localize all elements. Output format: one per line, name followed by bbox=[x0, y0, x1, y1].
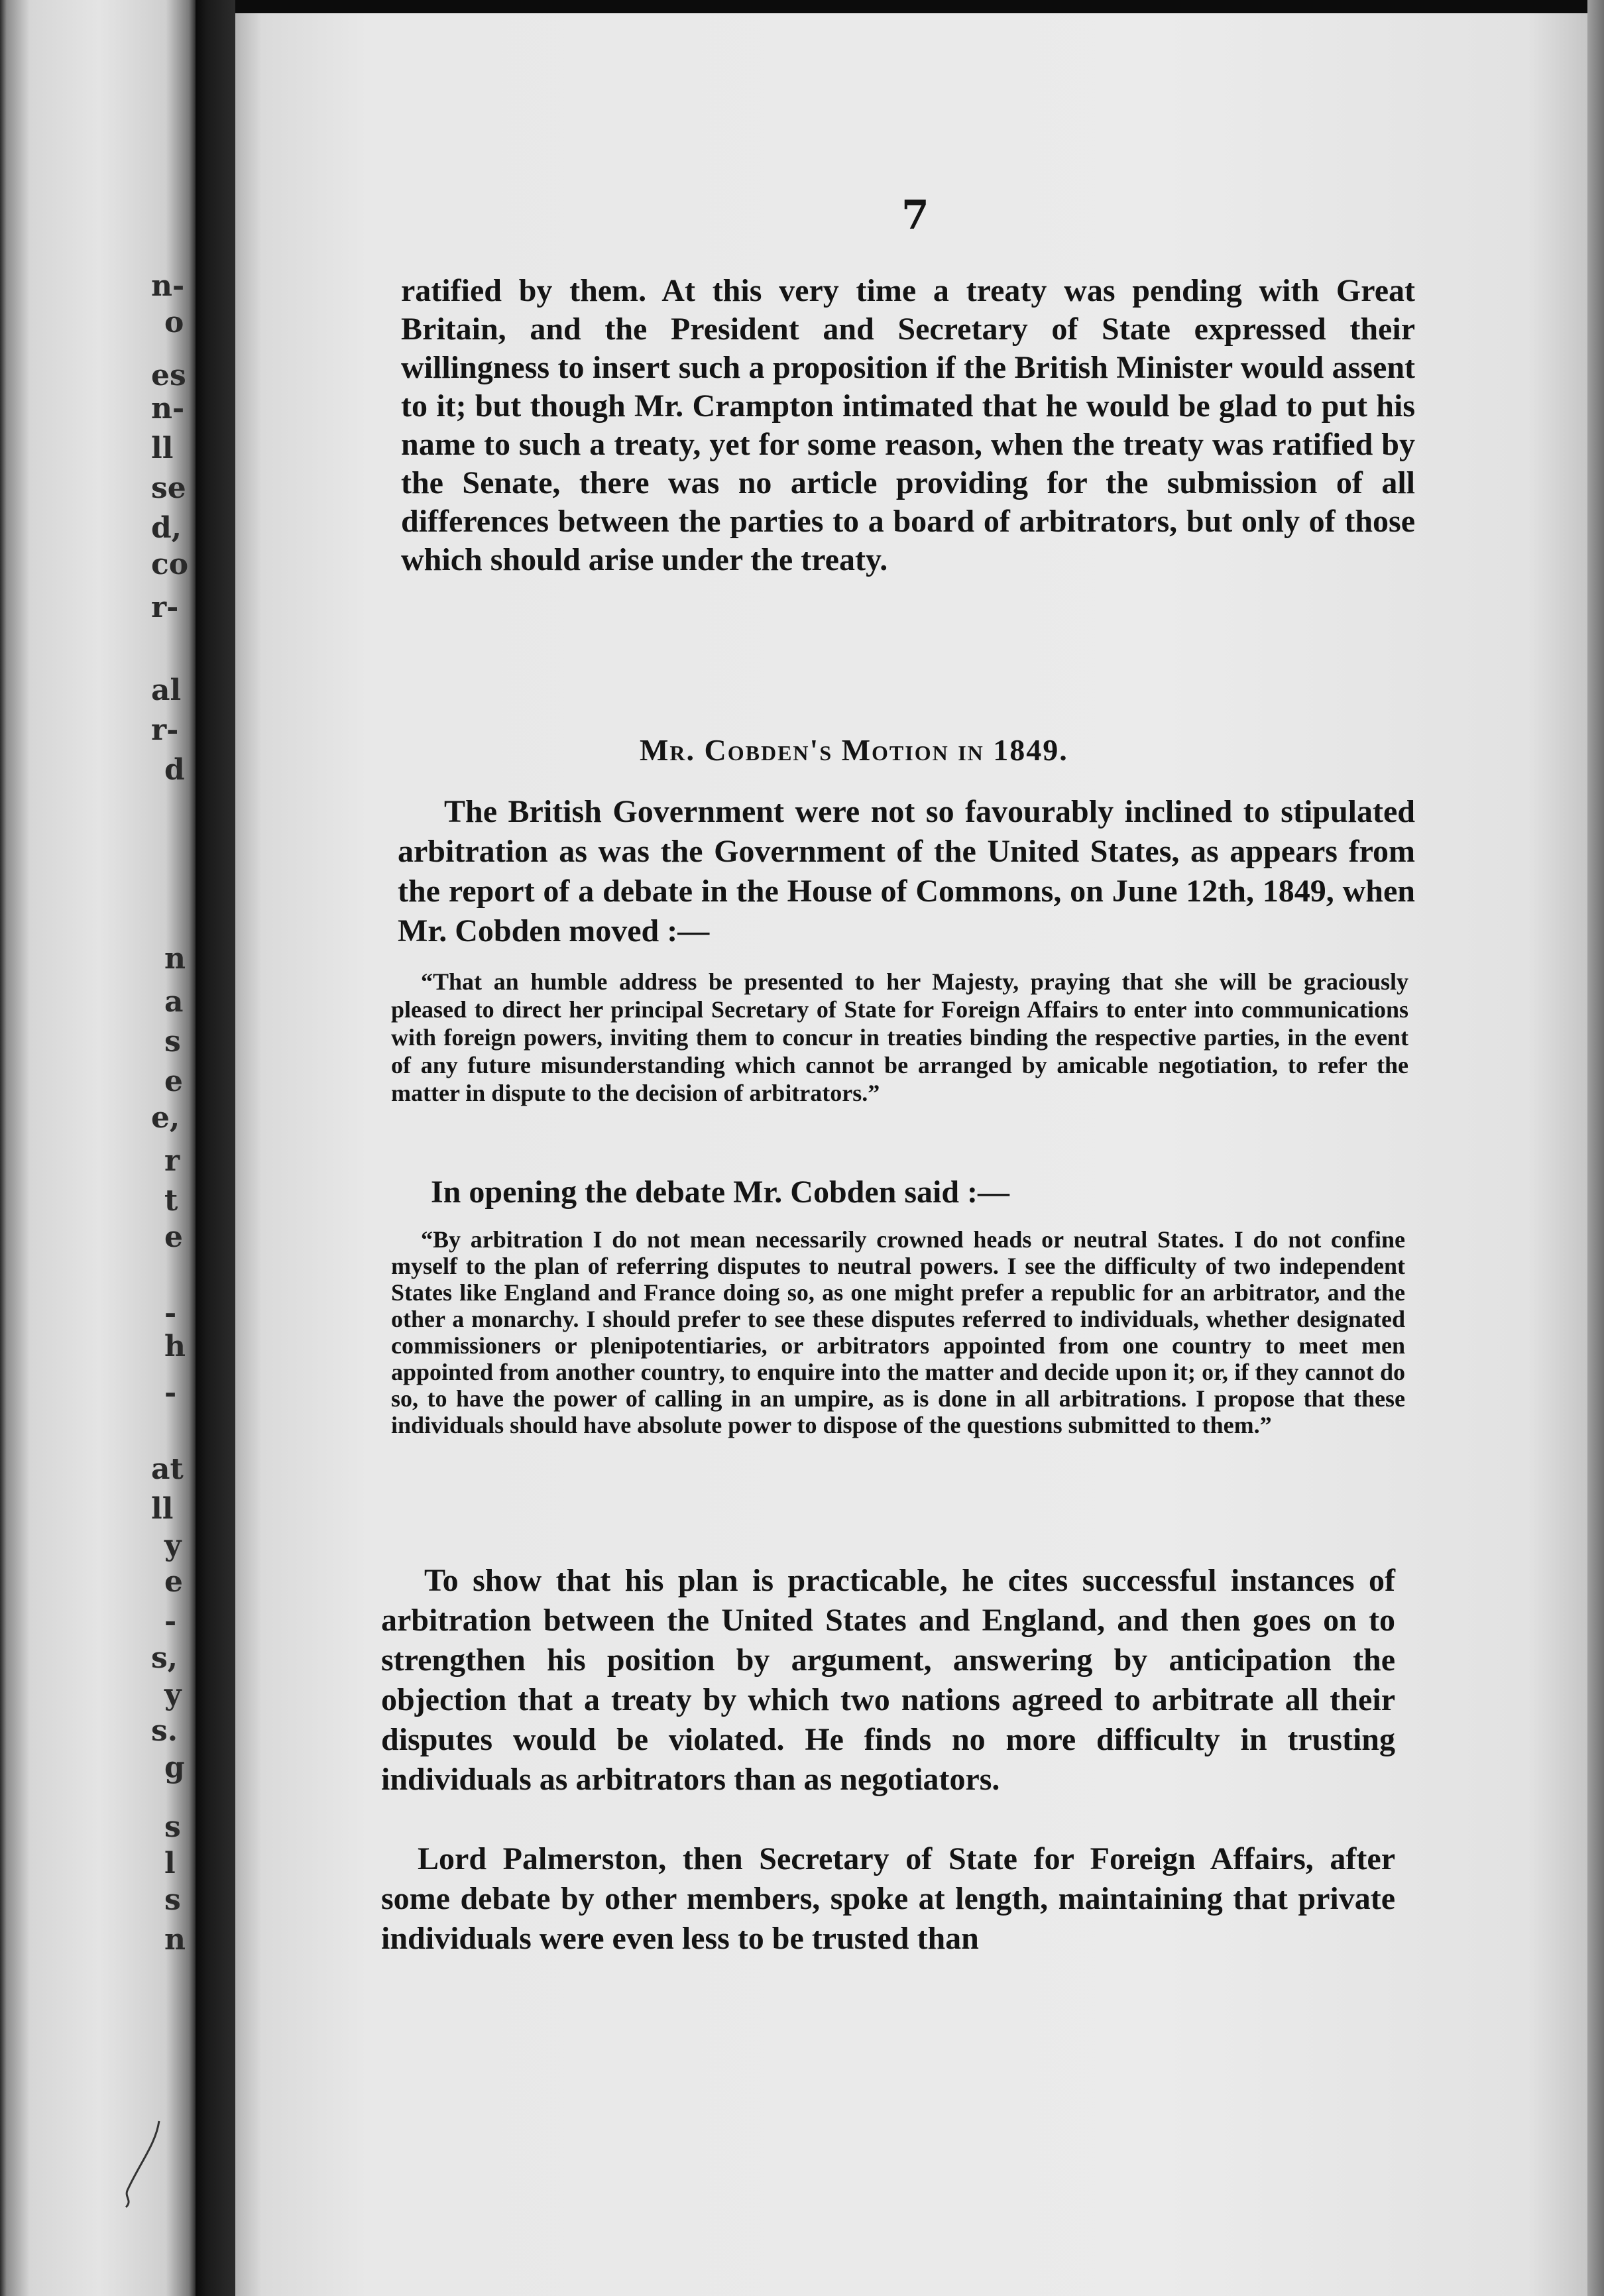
left-page-fragment: d bbox=[164, 753, 185, 787]
left-page-fragment: se bbox=[151, 471, 186, 505]
section-heading: Mr. Cobden's Motion in 1849. bbox=[640, 733, 1068, 767]
left-page-fragment: e, bbox=[151, 1101, 180, 1135]
left-page-fragment: ll bbox=[151, 1492, 174, 1526]
left-page-fragment: r- bbox=[151, 591, 179, 624]
left-page-fragment: n bbox=[164, 1923, 186, 1957]
paragraph-5: Lord Palmerston, then Secretary of State for Foreign Affairs, after some debate by other members, spoke at length, maintaining that private individuals were even less to be trusted than bbox=[381, 1841, 1395, 1956]
paragraph-3: In opening the debate Mr. Cobden said :— bbox=[431, 1175, 1010, 1210]
left-page-fragment: h bbox=[164, 1330, 186, 1363]
left-page-fragment: at bbox=[151, 1452, 184, 1486]
left-page-fragment: es bbox=[151, 359, 186, 392]
left-page-fragment: e bbox=[164, 1220, 183, 1254]
left-page-fragment: s, bbox=[151, 1641, 178, 1675]
left-page-fragment: e bbox=[164, 1064, 183, 1098]
book-gutter bbox=[196, 0, 235, 2296]
paragraph-1: ratified by them. At this very time a treaty was pending with Great Britain, and the President and Secretary of State expressed their willingness to insert such a proposition if the British Minister would assent to it; but though Mr. Crampton intimated that he would be glad to put his name to such a treaty, yet for some reason, when the treaty was ratified by the Senate, there was no article providing for the submission of all differences between the parties to a board of arbitrators, but only of those which should arise under the treaty. bbox=[401, 273, 1415, 577]
left-page-fragment: ll bbox=[151, 431, 174, 465]
page-edge bbox=[1587, 0, 1604, 2296]
left-page-fragment: r- bbox=[151, 713, 179, 747]
left-page-fragment: g bbox=[164, 1751, 185, 1784]
left-page-fragment: l bbox=[164, 1847, 176, 1880]
left-page-fragment: d, bbox=[151, 511, 182, 545]
left-page-fragment: e bbox=[164, 1565, 183, 1599]
left-page-fragment: - bbox=[164, 1376, 177, 1410]
left-page-fragment: y bbox=[164, 1678, 182, 1711]
left-page-fragment: al bbox=[151, 673, 182, 707]
block-quote-1: “That an humble address be presented to her Majesty, praying that she will be graciously pleased to direct her principal Secretary of State for Foreign Affairs to enter into communications with foreign powers, inviting them to concur in treaties binding the respective parties, in the event of any future misunderstanding which cannot be arranged by amicable negotiation, to refer the matter in dispute to the decision of arbitrators.” bbox=[391, 968, 1408, 1106]
left-page-fragment: s bbox=[164, 1883, 181, 1917]
left-page-fragment: - bbox=[164, 1296, 177, 1330]
left-page-fragment: s. bbox=[151, 1714, 178, 1748]
page-number: 7 bbox=[901, 192, 929, 239]
margin-scratch-mark bbox=[119, 2118, 172, 2210]
paragraph-2: The British Government were not so favourably inclined to stipulated arbitration as was the Government of the United States, as appears from the report of a debate in the House of Commons, on June 12th, 1849, when Mr. Cobden moved :— bbox=[398, 794, 1415, 948]
left-page-fragment: s bbox=[164, 1810, 181, 1844]
left-page-fragment: s bbox=[164, 1025, 181, 1059]
left-page-fragment: r bbox=[164, 1144, 180, 1178]
left-facing-page bbox=[0, 0, 196, 2296]
left-page-fragment: o bbox=[164, 306, 184, 339]
block-quote-2: “By arbitration I do not mean necessarily crowned heads or neutral States. I do not confine myself to the plan of referring disputes to neutral powers. I see the difficulty of two independent States like England and France doing so, as one might prefer a republic for an arbitrator, and the other a monarchy. I should prefer to see these disputes referred to individuals, whether designated commissioners or plenipotentiaries, or arbitrators appointed from one country to meet men appointed from another country, to enquire into the matter and decide upon it; or, if they cannot do so, to have the power of calling in an umpire, as is done in all arbitrations. I propose that these individuals should have absolute power to dispose of the questions submitted to them.” bbox=[391, 1226, 1405, 1438]
left-page-fragment: n- bbox=[151, 392, 185, 426]
left-page-fragment: - bbox=[164, 1605, 177, 1638]
paragraph-4: To show that his plan is practicable, he cites successful instances of arbitration between the United States and England, and then goes on to strengthen his position by argument, answering by anticipation the objection that a treaty by which two nations agreed to arbitrate all their disputes would be violated. He finds no more difficulty in trusting individuals as arbitrators than as negotiators. bbox=[381, 1563, 1395, 1797]
left-page-fragment: t bbox=[164, 1184, 178, 1218]
left-page-fragment: y bbox=[164, 1528, 182, 1562]
left-page-fragment: n bbox=[164, 942, 186, 976]
left-page-fragment: co bbox=[151, 547, 189, 581]
left-page-fragment: n- bbox=[151, 269, 185, 303]
left-page-fragment: a bbox=[164, 985, 184, 1019]
